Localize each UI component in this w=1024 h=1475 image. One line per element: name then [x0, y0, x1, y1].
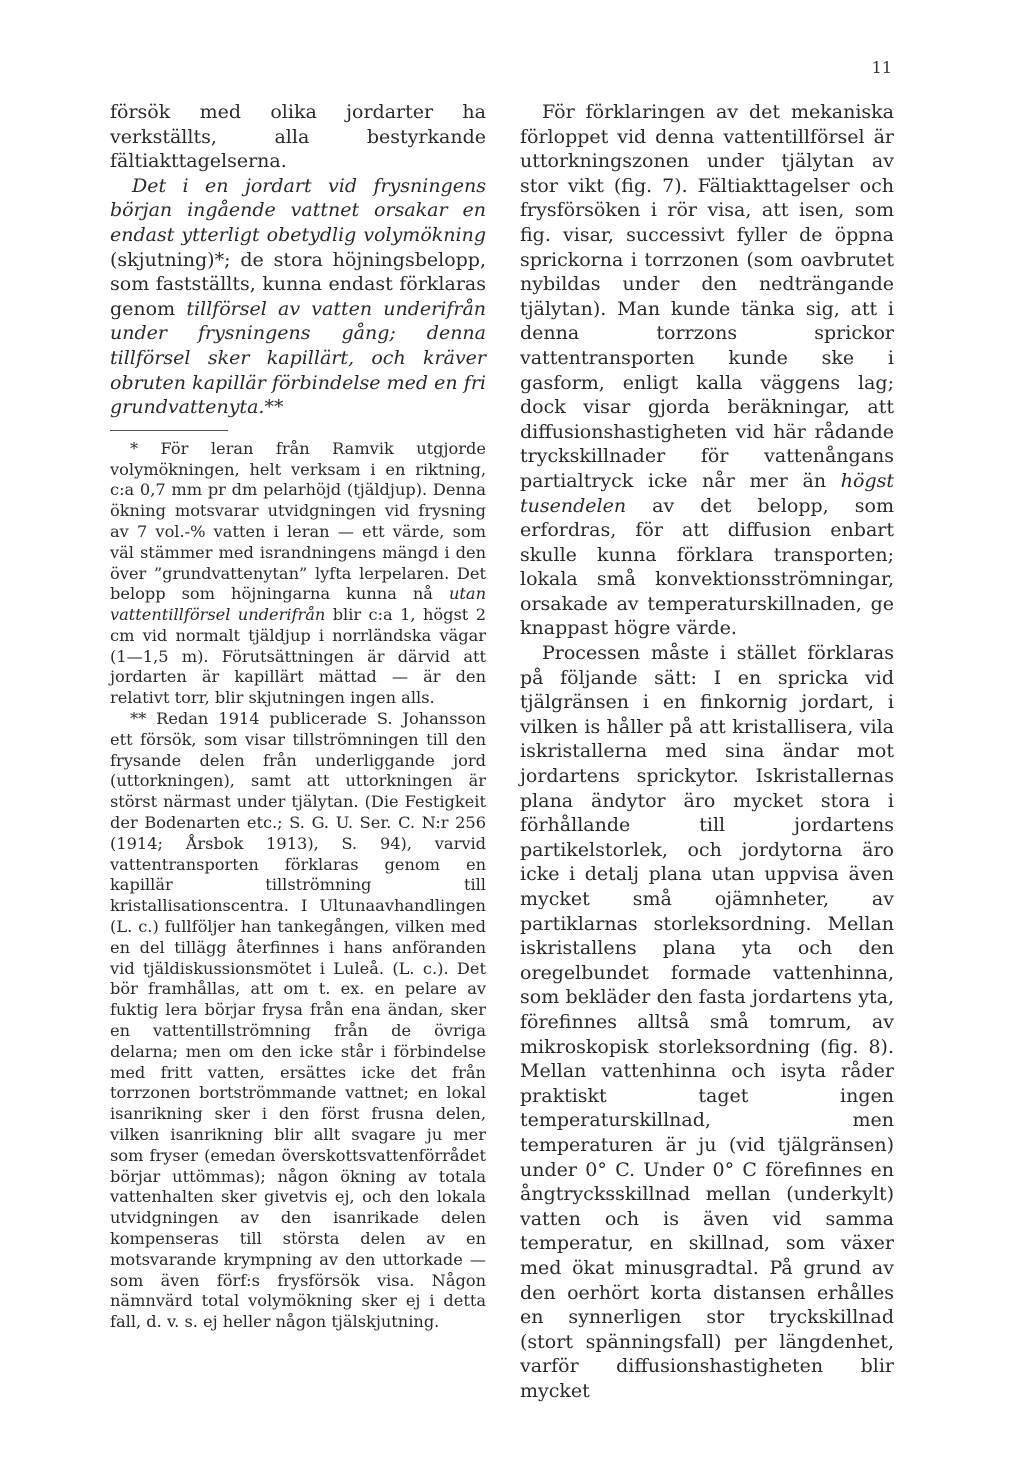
left-paragraph-2-italic-b: tillförsel av vatten underifrån under frysningens gång; denna tillförsel sker kapillärt, och kräver obruten kapillär förbindelse med en fri grundvattenyta.	[110, 297, 487, 419]
footnote-2: ** Redan 1914 publicerade S. Johansson ett försök, som visar tillströmningen till den frysande delen från underliggande jord (uttorkningen), samt att uttorkningen är störst närmast under tjälytan. (Die Festigkeit der Bodenarten etc.; S. G. U. Ser. C. N:r 256 (1914; Årsbok 1913), S. 94), varvid vattentransporten förklaras genom en kapillär tillströmning till kristallisationscentra. I Ultunaavhandlingen (L. c.) fullföljer han tankegången, vilken med en del tillägg återfinnes i hans anföranden vid tjäldiskussionsmötet i Luleå. (L. c.). Det bör framhållas, att om t. ex. en pelare av fuktig lera börjar frysa från ena ändan, sker en vattentillströmning från de övriga delarna; men om den icke står i förbindelse med fritt vatten, ersättes icke det från torrzonen bortströmmande vattnet; en lokal isanrikning sker i den först frusna delen, vilken isanrikning blir allt svagare ju mer som fryser (emedan överskottsvattenförrådet börjar uttömmas); någon ökning av totala vattenhalten sker givetvis ej, och den lokala utvidgningen av den isanrikade delen kompenseras till största delen av en motsvarande krympning av den uttorkade — som även förf:s frysförsök visa. Någon nämnvärd total volymökning sker ej i detta fall, d. v. s. ej heller någon tjälskjutning.	[110, 709, 486, 1332]
footnote-divider	[110, 430, 228, 431]
footnote-1-italic: utan vattentillförsel underifrån	[110, 584, 486, 625]
page-number: 11	[871, 58, 892, 77]
left-paragraph-1: försök med olika jordarter ha verkställts, alla bestyrkande fältiakttagelserna.	[110, 101, 486, 173]
left-paragraph-2-footnote-mark: **	[264, 396, 284, 419]
right-paragraph-1-italic: högst tusendelen	[520, 469, 894, 517]
right-column	[520, 100, 894, 1403]
left-paragraph-2	[110, 174, 486, 420]
right-paragraph-1	[520, 100, 894, 641]
footnote-1	[110, 439, 486, 709]
footnote-1-text-a: * För leran från Ramvik utgjorde volymökningen, helt verksam i en riktning, c:a 0,7 mm pr dm pelarhöjd (tjäldjup). Denna ökning motsvarar utvidgningen vid frysning av 7 vol.-% vatten i leran — ett värde, som väl stämmer med israndningens mängd i den över ”grundvattenytan” lyfta lerpelaren. Det belopp som höjningarna kunna nå	[110, 438, 486, 604]
right-paragraph-1-text-b: av det belopp, som erfordras, för att diffusion enbart skulle kunna förklara transporten; lokala små konvektionsströmningar, orsakade av temperaturskillnaden, ge knappast högre värde.	[520, 494, 894, 640]
left-paragraph-2-italic-a: Det i en jordart vid frysningens början ingående vattnet orsakar en endast ytterligt obetydlig volymökning	[110, 174, 486, 246]
left-paragraph-2-text: (skjutning)*; de stora höjningsbelopp, som fastställts, kunna endast förklaras genom	[110, 248, 486, 320]
right-paragraph-1-text-a: För förklaringen av det mekaniska förloppet vid denna vattentillförsel är uttorkningszonen under tjälytan av stor vikt (fig. 7). Fältiakttagelser och frysförsöken i rör visa, att isen, som fig. visar, successivt fyller de öppna sprickorna i torrzonen (som oavbrutet nybildas under den nedträngande tjälytan). Man kunde tänka sig, att i denna torrzons sprickor vattentransporten kunde ske i gasform, enligt kalla väggens lag; dock visar gjorda beräkningar, att diffusionshastigheten vid här rådande tryckskillnader för vattenångans partialtryck icke når mer än	[520, 101, 894, 492]
footnote-1-text-b: blir c:a 1, högst 2 cm vid normalt tjäldjup i norrländska vägar (1—1,5 m). Förutsättningen är därvid att jordarten är kapillärt mättad — är den relativt torr, blir skjutningen ingen alls.	[110, 605, 486, 708]
right-paragraph-2: Processen måste i stället förklaras på följande sätt: I en spricka vid tjälgränsen i en finkornig jordart, i vilken is håller på att kristallisera, vila iskristallerna med sina ändar mot jordartens sprickytor. Iskristallernas plana ändytor äro mycket stora i förhållande till jordartens partikelstorlek, och jordytorna äro icke i detalj plana utan uppvisa även mycket små ojämnheter, av partiklarnas storleksordning. Mellan iskristallens plana yta och den oregelbundet formade vattenhinna, som bekläder den fasta jordartens yta, förefinnes alltså små tomrum, av mikroskopisk storleksordning (fig. 8). Mellan vattenhinna och isyta råder praktiskt taget ingen temperaturskillnad, men temperaturen är ju (vid tjälgränsen) under 0° C. Under 0° C förefinnes en ångtrycksskillnad mellan (underkylt) vatten och is även vid samma temperatur, en skillnad, som växer med ökat minusgradtal. På grund av den oerhört korta distansen erhålles en synnerligen stor tryckskillnad (stort spänningsfall) per längdenhet, varför diffusionshastigheten blir mycket	[520, 642, 894, 1402]
left-column	[110, 100, 486, 1333]
